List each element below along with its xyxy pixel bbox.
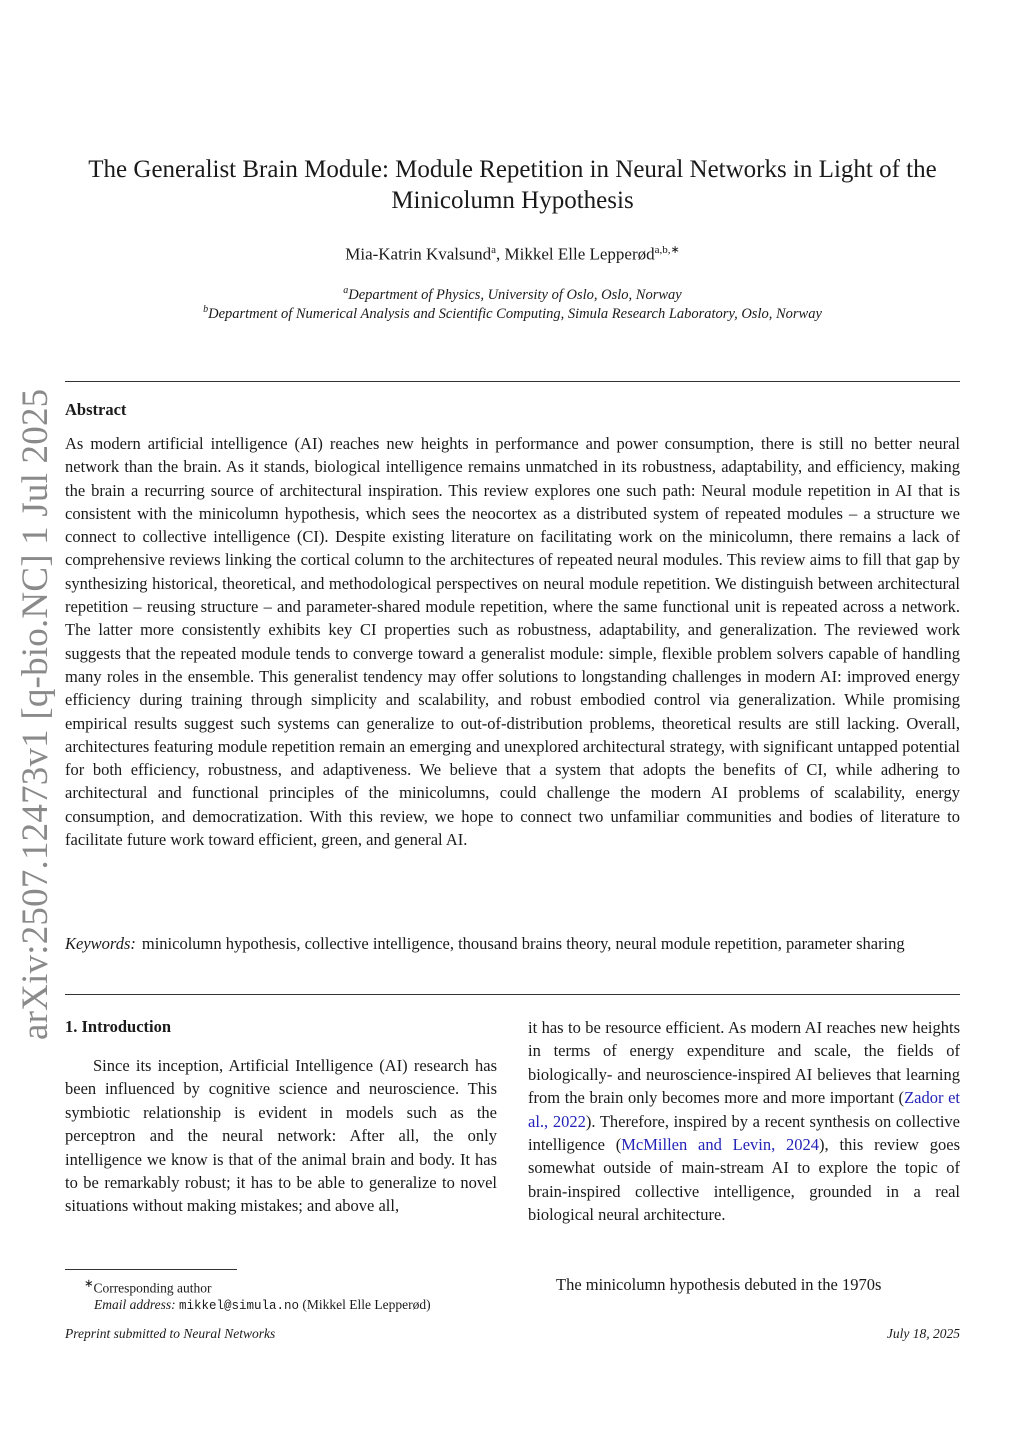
section-heading: 1. Introduction (65, 1017, 172, 1036)
intro-paragraph: Since its inception, Artificial Intelligence (AI) research has been influenced by cognitive science and neuroscience. This symbiotic relationship is evident in models such as the perceptron and the neural network: After all, the only intelligence we know is that of the animal brain and body. It has to be remarkably robust; it has to be able to generalize to novel situations without making mistakes; and above all, (65, 1056, 497, 1216)
footer-journal: Preprint submitted to Neural Networks (65, 1326, 276, 1341)
keywords-text: minicolumn hypothesis, collective intelligence, thousand brains theory, neural module repetition, parameter sharing (141, 934, 905, 953)
affiliation-text: Department of Physics, University of Oslo, Oslo, Norway (348, 286, 682, 303)
email-link[interactable]: mikkel@simula.no (179, 1299, 300, 1313)
divider (65, 994, 960, 995)
paragraph-text: it has to be resource efficient. As modern AI reaches new heights in terms of energy expenditure and scale, the fields of biologically- and neuroscience-inspired AI believes that learning from the brain only becomes more and more important ( (528, 1018, 960, 1108)
email-owner: (Mikkel Elle Lepperød) (302, 1297, 431, 1312)
citation-link[interactable]: Zador et al., 2022 (528, 1088, 960, 1131)
paragraph-text: ), this review goes somewhat outside of main-stream AI to explore the topic of brain-inspired collective intelligence, grounded in a real biological neural architecture. (528, 1135, 960, 1225)
intro-paragraph (528, 1016, 960, 1227)
affiliation-mark: a (343, 285, 349, 296)
author-separator: , (496, 244, 505, 264)
footer-date: July 18, 2025 (886, 1326, 960, 1341)
keywords (65, 932, 960, 956)
footnote-text: Corresponding author (93, 1280, 212, 1296)
email-label: Email address: (94, 1297, 176, 1312)
affiliation (66, 304, 959, 323)
affiliation-mark: a,b,∗ (654, 244, 680, 256)
author-name: Mikkel Elle Lepperød (504, 244, 655, 264)
abstract-heading: Abstract (65, 400, 127, 419)
keywords-label: Keywords: (65, 934, 136, 953)
paragraph-text: ). Therefore, inspired by a recent synthesis on collective intelligence ( (528, 1111, 961, 1155)
affiliation-mark: b (203, 304, 209, 315)
affiliation-mark: a (491, 244, 497, 256)
abstract-text: As modern artificial intelligence (AI) reaches new heights in performance and power consumption, there is still no better neural network than the brain. As it stands, biological intelligence remains unmatched in its robustness, adaptability, and efficiency, making the brain a recurring source of architectural inspiration. This review explores one such path: Neural module repetition in AI that is consistent with the minicolumn hypothesis, which sees the neocortex as a distributed system of repeated modules – a structure we connect to collective intelligence (CI). Despite existing literature on facilitating work on the minicolumn, there remains a lack of comprehensive reviews linking the cortical column to the architectures of repeated neural modules. This review aims to fill that gap by synthesizing historical, theoretical, and methodological perspectives on neural module repetition. We distinguish between architectural repetition – reusing structure – and parameter-shared module repetition, where the same functional unit is repeated across a network. The latter more consistently exhibits key CI properties such as robustness, adaptability, and generalization. The reviewed work suggests that the repeated module tends to converge toward a generalist module: simple, flexible problem solvers capable of handling many roles in the ensemble. This generalist tendency may offer solutions to longstanding challenges in modern AI: improved energy efficiency during training through simplicity and scalability, and robust embodied control via generalization. While promising empirical results suggest such systems can generalize to out-of-distribution problems, theoretical results are still lacking. Overall, architectures featuring module repetition remain an emerging and unexplored architectural strategy, with significant untapped potential for both efficiency, robustness, and adaptiveness. We believe that a system that adopts the benefits of CI, while adhering to architectural and functional principles of the minicolumns, could challenge the modern AI problems of scalability, energy consumption, and democratization. With this review, we hope to connect two unfamiliar communities and bodies of literature to facilitate future work toward efficient, green, and general AI. (65, 434, 960, 850)
arxiv-identifier: arXiv:2507.12473v1 [q-bio.NC] 1 Jul 2025 (15, 388, 56, 1040)
paper-title: The Generalist Brain Module: Module Repetition in Neural Networks in Light of the Minicolumn Hypothesis (88, 156, 937, 214)
affiliation (66, 285, 959, 304)
footnote-divider (65, 1269, 237, 1270)
author-list (66, 243, 959, 265)
intro-paragraph: The minicolumn hypothesis debuted in the 1970s (556, 1275, 882, 1294)
footnote-email (94, 1295, 534, 1316)
citation-link[interactable]: McMillen and Levin, 2024 (621, 1135, 820, 1155)
footnote-mark: ∗ (84, 1278, 94, 1290)
affiliation-text: Department of Numerical Analysis and Scientific Computing, Simula Research Laboratory, Oslo, Norway (208, 305, 822, 322)
author-name: Mia-Katrin Kvalsund (345, 244, 492, 264)
divider (65, 381, 960, 382)
